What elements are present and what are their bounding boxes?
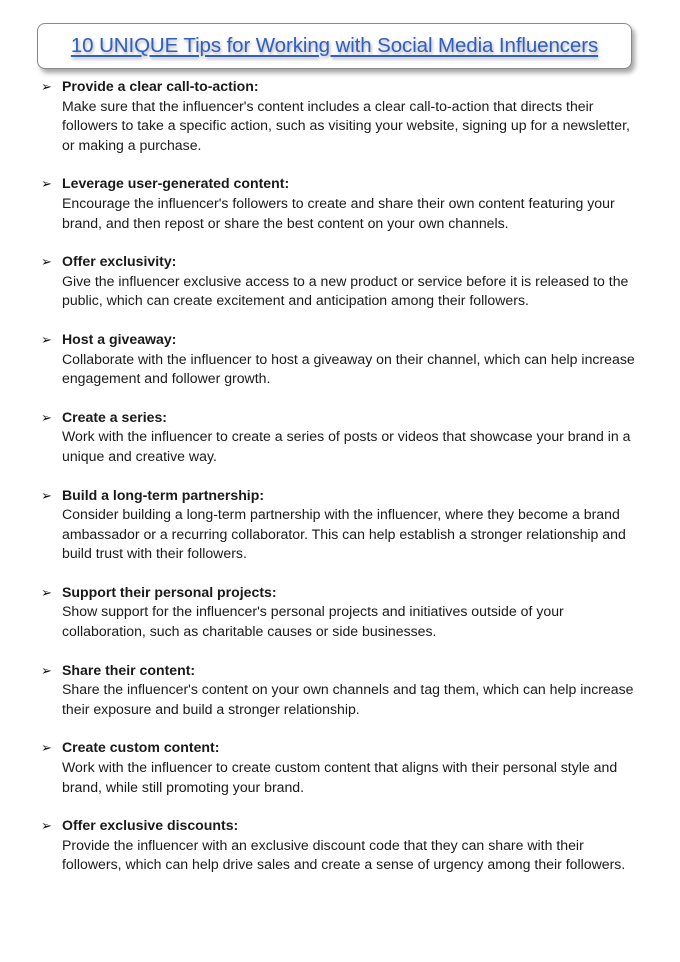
arrow-bullet-icon: ➢: [41, 409, 52, 425]
tip-heading: Offer exclusive discounts:: [62, 817, 239, 834]
tip-item: [41, 738, 641, 797]
arrow-bullet-icon: ➢: [41, 79, 52, 94]
tip-body: Work with the influencer to create custom content that aligns with their personal style and brand, while still promoting your brand.: [62, 759, 618, 795]
tip-heading: Create a series:: [62, 408, 167, 425]
tip-heading: Leverage user-generated content:: [62, 175, 290, 192]
tip-item: [41, 816, 641, 875]
arrow-bullet-icon: ➢: [41, 584, 52, 600]
tip-body: Make sure that the influencer's content includes a clear call-to-action that directs their followers to take a specific action, such as visiting your website, signing up for a newsletter, or making a purchase.: [62, 97, 630, 153]
tip-item: [41, 252, 641, 311]
tip-item: [41, 77, 641, 155]
title-banner: [37, 23, 632, 69]
arrow-bullet-icon: ➢: [41, 818, 52, 834]
tip-body: Encourage the influencer's followers to create and share their own content featuring your brand, and then repost or share the best content on your own channels.: [62, 194, 615, 231]
arrow-bullet-icon: ➢: [41, 254, 52, 270]
tip-item: [41, 330, 641, 389]
tip-body: Show support for the influencer's personal projects and initiatives outside of your collaboration, such as charitable causes or side businesses.: [62, 603, 564, 640]
tip-body: Share the influencer's content on your own channels and tag them, which can help increase their exposure and build a stronger relationship.: [62, 681, 634, 717]
tip-heading: Host a giveaway:: [62, 330, 177, 347]
tip-item: [41, 486, 641, 564]
tip-item: [41, 408, 641, 467]
tip-item: [41, 174, 641, 233]
arrow-bullet-icon: ➢: [41, 331, 52, 347]
tip-heading: Provide a clear call-to-action:: [62, 78, 259, 94]
tip-heading: Share their content:: [62, 661, 196, 678]
tip-body: Give the influencer exclusive access to a new product or service before it is released to the public, which can create excitement and anticipation among their followers.: [62, 272, 629, 309]
tip-body: Consider building a long-term partnership with the influencer, where they become a brand ambassador or a recurring collaborator. This can help establish a stronger relationship and build trust with their followers.: [62, 506, 626, 562]
arrow-bullet-icon: ➢: [41, 176, 52, 192]
tip-item: [41, 661, 641, 720]
tip-item: [41, 583, 641, 642]
tips-list: [41, 77, 641, 894]
page-title: 10 UNIQUE Tips for Working with Social Media Influencers: [70, 34, 599, 57]
tip-body: Work with the influencer to create a series of posts or videos that showcase your brand in a unique and creative way.: [62, 428, 631, 464]
tip-heading: Build a long-term partnership:: [62, 486, 265, 503]
arrow-bullet-icon: ➢: [41, 740, 52, 756]
tip-heading: Support their personal projects:: [62, 583, 277, 600]
arrow-bullet-icon: ➢: [41, 487, 52, 503]
tip-body: Provide the influencer with an exclusive discount code that they can share with their followers, which can help drive sales and create a sense of urgency among their followers.: [62, 836, 626, 873]
arrow-bullet-icon: ➢: [41, 662, 52, 678]
tip-heading: Create custom content:: [62, 739, 220, 756]
tip-body: Collaborate with the influencer to host a giveaway on their channel, which can help increase engagement and follower growth.: [62, 350, 635, 387]
tip-heading: Offer exclusivity:: [62, 253, 177, 270]
